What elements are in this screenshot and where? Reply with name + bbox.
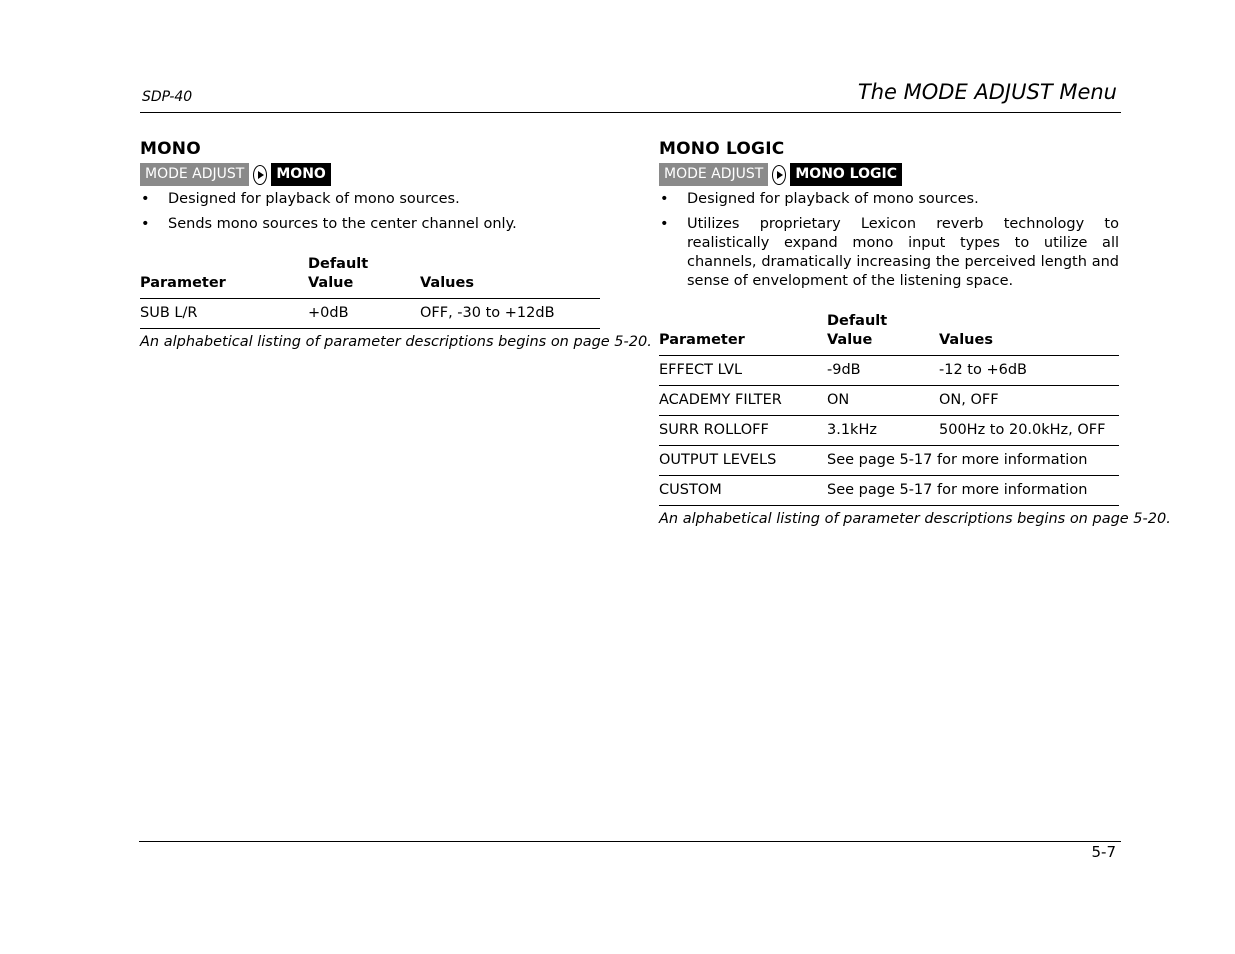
cell-span-info: See page 5-17 for more information — [827, 476, 1119, 506]
column-header-default: Default Value — [827, 313, 888, 348]
cell-values: OFF, -30 to +12dB — [420, 299, 600, 329]
cell-parameter: SURR ROLLOFF — [659, 416, 827, 446]
menu-path-current: MONO — [271, 163, 330, 186]
table-header-row — [140, 255, 600, 299]
cell-parameter: ACADEMY FILTER — [659, 386, 827, 416]
table-row — [659, 446, 1119, 476]
cell-default: 3.1kHz — [827, 416, 939, 446]
bullet-list — [659, 190, 1119, 291]
menu-path-parent: MODE ADJUST — [140, 163, 249, 186]
cell-values: 500Hz to 20.0kHz, OFF — [939, 416, 1119, 446]
table-row — [659, 356, 1119, 386]
model-name: SDP-40 — [142, 89, 193, 105]
bullet-item: • Designed for playback of mono sources. — [660, 191, 979, 207]
cell-values: ON, OFF — [939, 386, 1119, 416]
bullet-icon: • — [660, 191, 669, 207]
header-rule — [140, 112, 1121, 113]
cell-default: ON — [827, 386, 939, 416]
table-header-row — [659, 312, 1119, 356]
bullet-icon: • — [141, 216, 150, 232]
section-heading: MONO — [140, 139, 201, 159]
bullet-icon: • — [141, 191, 150, 207]
cell-parameter: SUB L/R — [140, 299, 308, 329]
menu-path — [140, 163, 600, 186]
cell-parameter: OUTPUT LEVELS — [659, 446, 827, 476]
table-row — [659, 386, 1119, 416]
parameter-table — [140, 255, 600, 329]
section-heading: MONO LOGIC — [659, 139, 785, 159]
column-header-default: Default Value — [308, 256, 369, 291]
bullet-item: • Sends mono sources to the center channel only. — [141, 216, 517, 232]
parameter-table — [659, 312, 1119, 506]
footer-rule — [139, 841, 1121, 842]
table-row — [140, 299, 600, 329]
bullet-item: • Designed for playback of mono sources. — [141, 191, 460, 207]
cell-parameter: EFFECT LVL — [659, 356, 827, 386]
bullet-item: • Utilizes proprietary Lexicon reverb technology to realistically expand mono input types to utilize all channels, dramatically increasing the perceived length and sense of envelopment of the listening space. — [660, 216, 1119, 289]
section-mono-logic — [659, 138, 1171, 527]
menu-path-current: MONO LOGIC — [790, 163, 902, 186]
cell-default: -9dB — [827, 356, 939, 386]
menu-path — [659, 163, 1119, 186]
table-note: An alphabetical listing of parameter descriptions begins on page 5-20. — [140, 334, 652, 350]
cell-parameter: CUSTOM — [659, 476, 827, 506]
cell-span-info: See page 5-17 for more information — [827, 446, 1119, 476]
bullet-icon: • — [660, 216, 669, 232]
cell-default: +0dB — [308, 299, 420, 329]
bullet-list — [140, 190, 600, 234]
menu-path-parent: MODE ADJUST — [659, 163, 768, 186]
page-title: The MODE ADJUST Menu — [857, 80, 1117, 104]
column-header-parameter: Parameter — [140, 275, 226, 291]
page-number: 5-7 — [1091, 843, 1116, 861]
column-header-values: Values — [939, 332, 993, 348]
section-mono — [140, 138, 652, 350]
arrow-right-icon — [253, 165, 267, 185]
arrow-right-icon — [772, 165, 786, 185]
cell-values: -12 to +6dB — [939, 356, 1119, 386]
table-note: An alphabetical listing of parameter descriptions begins on page 5-20. — [659, 511, 1171, 527]
table-row — [659, 476, 1119, 506]
column-header-parameter: Parameter — [659, 332, 745, 348]
table-row — [659, 416, 1119, 446]
column-header-values: Values — [420, 275, 474, 291]
